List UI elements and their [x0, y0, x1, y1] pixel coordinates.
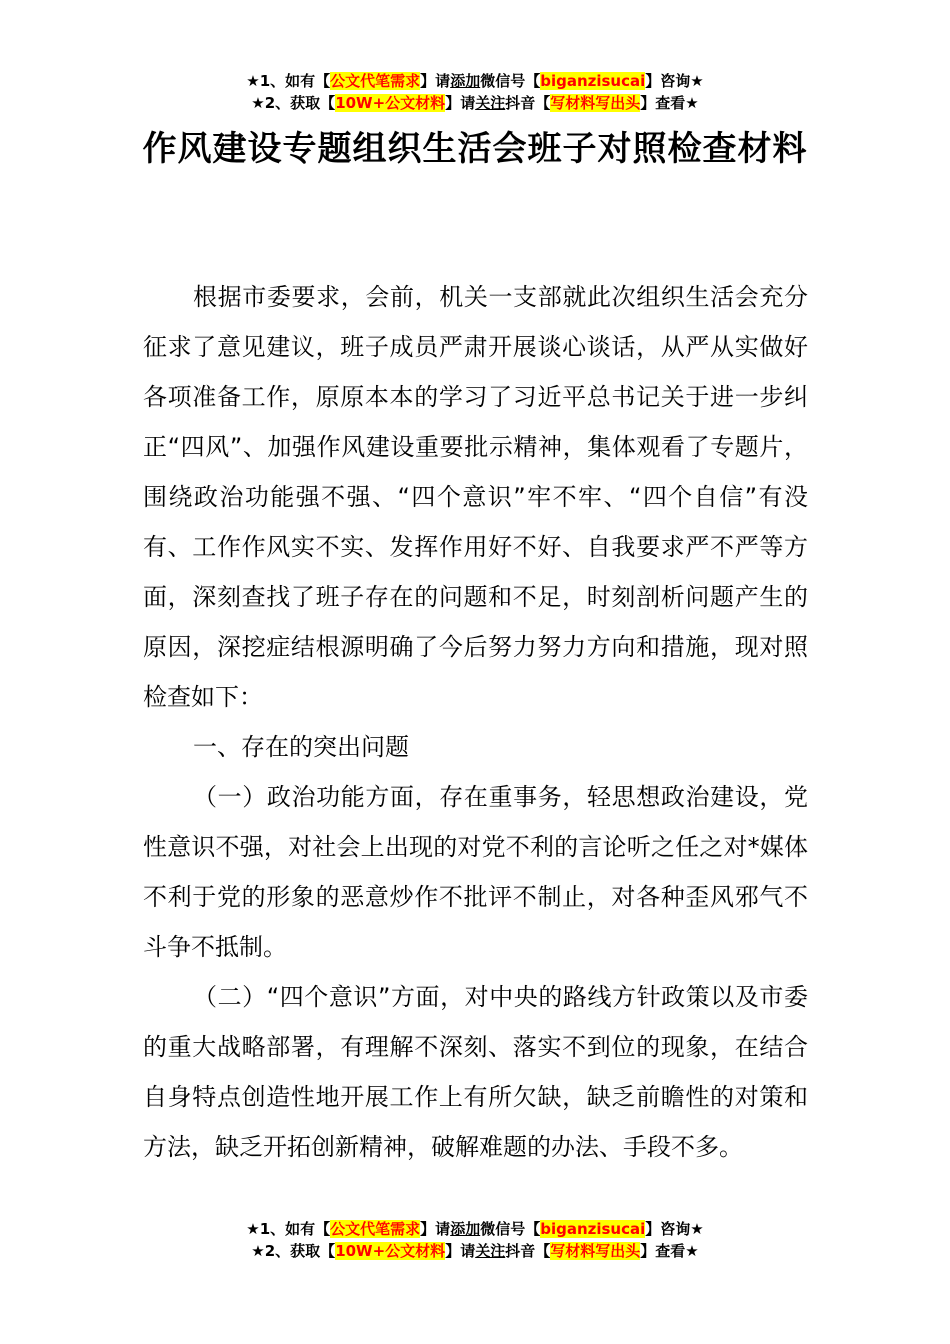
banner-line-2 — [0, 92, 950, 114]
banner-text: 】咨询★ — [645, 1220, 704, 1238]
banner-highlight: 10W+公文材料 — [335, 94, 446, 112]
banner-highlight: 公文代笔需求 — [330, 72, 421, 90]
banner-text: 】请 — [420, 72, 451, 90]
banner-highlight: biganzisucai — [540, 1220, 646, 1238]
header-banner — [0, 70, 950, 114]
banner-text: 】请 — [420, 1220, 451, 1238]
banner-text: ★2、获取【 — [251, 94, 336, 112]
banner-emphasis: 添加 — [450, 1220, 481, 1238]
banner-highlight: 写材料写出头 — [550, 1242, 641, 1260]
banner-text: 】请 — [445, 1242, 476, 1260]
document-title: 作风建设专题组织生活会班子对照检查材料 — [142, 129, 808, 169]
banner-text: 抖音【 — [505, 94, 551, 112]
banner-text: ★1、如有【 — [246, 72, 331, 90]
banner-highlight: biganzisucai — [540, 72, 646, 90]
banner-line-2 — [0, 1240, 950, 1262]
banner-emphasis: 添加 — [450, 72, 481, 90]
banner-text: 抖音【 — [505, 1242, 551, 1260]
banner-text: 微信号【 — [480, 72, 541, 90]
section-heading: 一、存在的突出问题 — [193, 733, 409, 761]
paragraph-item-1: （一）政治功能方面，存在重事务，轻思想政治建设，党性意识不强，对社会上出现的对党不利的言论听之任之对*媒体不利于党的形象的恶意炒作不批评不制止，对各种歪风邪气不斗争不抵制。 — [143, 783, 808, 961]
banner-text: 】请 — [445, 94, 476, 112]
paragraph-item-2: （二）“四个意识”方面，对中央的路线方针政策以及市委的重大战略部署，有理解不深刻、落实不到位的现象，在结合自身特点创造性地开展工作上有所欠缺，缺乏前瞻性的对策和方法，缺乏开拓创新精神，破解难题的办法、手段不多。 — [143, 983, 808, 1161]
banner-emphasis: 关注 — [475, 94, 506, 112]
banner-text: 】查看★ — [640, 94, 699, 112]
banner-text: 】咨询★ — [645, 72, 704, 90]
banner-line-1 — [0, 1218, 950, 1240]
banner-highlight: 写材料写出头 — [550, 94, 641, 112]
banner-text: 】查看★ — [640, 1242, 699, 1260]
document-body — [143, 272, 808, 1172]
footer-banner — [0, 1218, 950, 1262]
banner-text: 微信号【 — [480, 1220, 541, 1238]
paragraph-intro: 根据市委要求，会前，机关一支部就此次组织生活会充分征求了意见建议，班子成员严肃开展谈心谈话，从严从实做好各项准备工作，原原本本的学习了习近平总书记关于进一步纠正“四风”、加强作风建设重要批示精神，集体观看了专题片，围绕政治功能强不强、“四个意识”牢不牢、“四个自信”有没有、工作作风实不实、发挥作用好不好、自我要求严不严等方面，深刻查找了班子存在的问题和不足，时刻剖析问题产生的原因，深挖症结根源明确了今后努力努力方向和措施，现对照检查如下： — [143, 283, 808, 711]
banner-highlight: 公文代笔需求 — [330, 1220, 421, 1238]
banner-text: ★2、获取【 — [251, 1242, 336, 1260]
banner-highlight: 10W+公文材料 — [335, 1242, 446, 1260]
banner-emphasis: 关注 — [475, 1242, 506, 1260]
banner-text: ★1、如有【 — [246, 1220, 331, 1238]
banner-line-1 — [0, 70, 950, 92]
